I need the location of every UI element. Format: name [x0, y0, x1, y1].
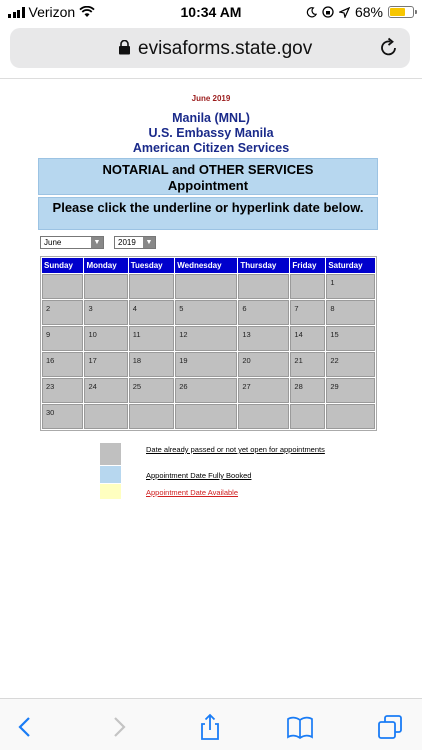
- day-header: Thursday: [238, 258, 289, 273]
- day-cell: [290, 404, 325, 429]
- legend-booked: [100, 466, 340, 484]
- legend-swatch-available: [100, 484, 121, 499]
- day-cell: 1: [326, 274, 375, 299]
- calendar-week: [42, 404, 375, 429]
- day-cell: 28: [290, 378, 325, 403]
- day-cell: [238, 404, 289, 429]
- month-select[interactable]: [40, 236, 104, 249]
- day-cell: 20: [238, 352, 289, 377]
- month-select-value: June: [44, 238, 62, 247]
- day-cell: [290, 274, 325, 299]
- share-icon[interactable]: [196, 713, 224, 741]
- day-header: Monday: [84, 258, 127, 273]
- back-icon[interactable]: [12, 713, 40, 741]
- day-cell: 22: [326, 352, 375, 377]
- day-cell: 12: [175, 326, 237, 351]
- day-cell: 2: [42, 300, 83, 325]
- day-header: Sunday: [42, 258, 83, 273]
- day-cell: [129, 404, 174, 429]
- day-header: Friday: [290, 258, 325, 273]
- tabs-icon[interactable]: [376, 713, 404, 741]
- day-cell: 11: [129, 326, 174, 351]
- day-header: Wednesday: [175, 258, 237, 273]
- day-cell: 6: [238, 300, 289, 325]
- instruction-banner: Please click the underline or hyperlink date below.: [38, 197, 378, 230]
- rotation-lock-icon: [322, 6, 334, 18]
- legend-passed: [100, 443, 340, 466]
- calendar-week: [42, 274, 375, 299]
- forward-icon[interactable]: [104, 713, 132, 741]
- day-cell: 24: [84, 378, 127, 403]
- day-cell: 3: [84, 300, 127, 325]
- address-bar[interactable]: [10, 28, 410, 68]
- service-title-line-1: NOTARIAL and OTHER SERVICES: [102, 162, 314, 177]
- day-cell: 19: [175, 352, 237, 377]
- page-header: [0, 88, 422, 156]
- status-bar: [0, 0, 422, 26]
- day-cell: 15: [326, 326, 375, 351]
- day-cell: 17: [84, 352, 127, 377]
- day-cell: 10: [84, 326, 127, 351]
- day-cell: 27: [238, 378, 289, 403]
- reload-icon[interactable]: [378, 37, 400, 59]
- day-cell: 21: [290, 352, 325, 377]
- calendar-week: [42, 352, 375, 377]
- month-title: June 2019: [191, 94, 231, 103]
- calendar-week: [42, 300, 375, 325]
- battery-icon: [388, 6, 414, 18]
- day-cell: 4: [129, 300, 174, 325]
- day-cell: 29: [326, 378, 375, 403]
- legend: [100, 443, 340, 502]
- day-cell: [175, 404, 237, 429]
- legend-swatch-passed: [100, 443, 121, 465]
- day-cell: [326, 404, 375, 429]
- chevron-down-icon: ▼: [143, 237, 155, 248]
- day-cell: 23: [42, 378, 83, 403]
- legend-label-available[interactable]: Appointment Date Available: [146, 488, 239, 497]
- day-cell: [84, 274, 127, 299]
- bookmarks-icon[interactable]: [286, 713, 314, 741]
- calendar-table: [40, 256, 377, 431]
- clock: 10:34 AM: [180, 4, 242, 20]
- day-cell: 30: [42, 404, 83, 429]
- day-cell: 18: [129, 352, 174, 377]
- lock-icon: [118, 40, 131, 55]
- day-cell: 14: [290, 326, 325, 351]
- day-cell: [84, 404, 127, 429]
- day-cell: 26: [175, 378, 237, 403]
- legend-swatch-booked: [100, 466, 121, 483]
- post-line-2: U.S. Embassy Manila: [148, 126, 274, 140]
- location-icon: [339, 7, 350, 18]
- day-cell: 9: [42, 326, 83, 351]
- calendar-week: [42, 326, 375, 351]
- service-title: [38, 158, 378, 195]
- day-cell: [175, 274, 237, 299]
- status-right: [306, 4, 414, 20]
- legend-label-booked[interactable]: Appointment Date Fully Booked: [146, 471, 252, 480]
- day-cell: [42, 274, 83, 299]
- calendar-header-row: [42, 258, 375, 273]
- day-cell: 25: [129, 378, 174, 403]
- day-cell: 16: [42, 352, 83, 377]
- day-cell: [129, 274, 174, 299]
- day-header: Saturday: [326, 258, 375, 273]
- moon-icon: [306, 7, 317, 18]
- year-select[interactable]: [114, 236, 156, 249]
- service-title-line-2: Appointment: [167, 178, 249, 193]
- safari-toolbar: [0, 698, 422, 750]
- day-cell: 7: [290, 300, 325, 325]
- post-title: [0, 111, 422, 156]
- day-cell: 5: [175, 300, 237, 325]
- battery-fill: [390, 8, 405, 16]
- legend-label-passed[interactable]: Date already passed or not yet open for appointments: [146, 445, 325, 454]
- day-header: Tuesday: [129, 258, 174, 273]
- carrier-name: Verizon: [28, 4, 76, 20]
- day-cell: 13: [238, 326, 289, 351]
- calendar-week: [42, 378, 375, 403]
- battery-percent: 68%: [354, 4, 383, 20]
- toolbar-divider: [0, 78, 422, 79]
- post-line-3: American Citizen Services: [132, 141, 290, 155]
- date-selectors: [40, 236, 380, 252]
- day-cell: [238, 274, 289, 299]
- chevron-down-icon: ▼: [91, 237, 103, 248]
- year-select-value: 2019: [118, 238, 136, 247]
- day-cell: 8: [326, 300, 375, 325]
- legend-available: [100, 484, 340, 502]
- url-text: evisaforms.state.gov: [138, 38, 313, 59]
- post-line-1: Manila (MNL): [172, 111, 250, 125]
